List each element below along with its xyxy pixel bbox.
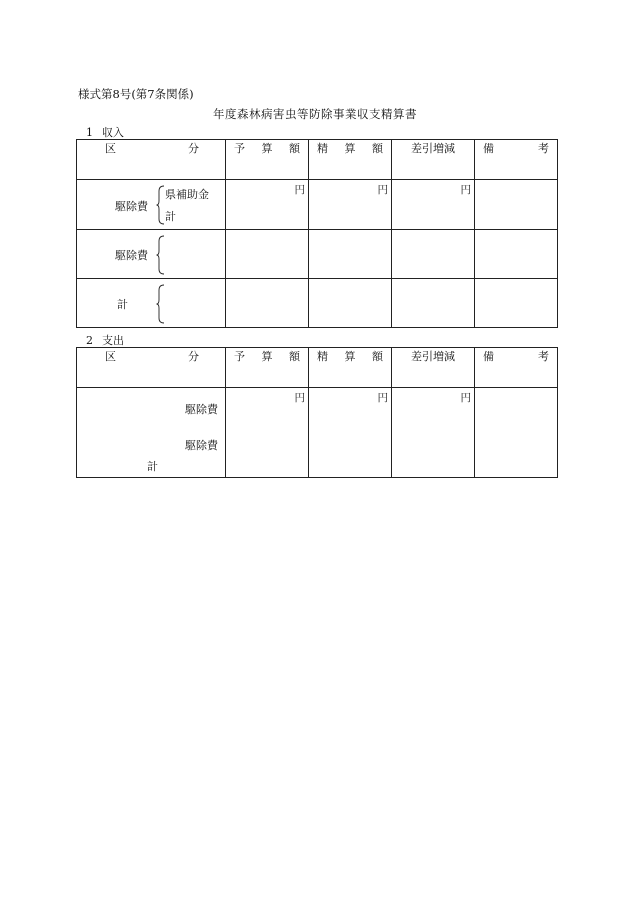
header-budget: 予 算 額 [226,348,309,388]
income-row3-remarks[interactable] [475,279,558,328]
header-difference: 差引増減 [392,348,475,388]
income-row2-budget[interactable] [226,230,309,279]
section-label: 収入 [102,126,124,139]
income-row2-category [77,230,226,279]
expense-table [76,347,558,478]
section-number: 2 [86,334,93,347]
expense-item-1: 駆除費 [185,403,218,416]
section-expense-heading [86,332,124,348]
form-number: 様式第8号(第7条関係) [78,87,194,101]
header-category: 区 分 [77,140,226,180]
income-row2-remarks[interactable] [475,230,558,279]
subtotal-label: 計 [165,210,176,223]
expense-remarks[interactable] [475,388,558,478]
yen-unit: 円 [377,392,388,404]
header-remarks: 備 考 [475,140,558,180]
header-settlement: 精 算 額 [309,348,392,388]
header-category: 区 分 [77,348,226,388]
income-row3-difference[interactable] [392,279,475,328]
expense-total-label: 計 [147,460,158,473]
subsidy-label: 県補助金 [165,188,209,201]
expense-header-row [77,348,558,388]
expense-settlement[interactable] [309,388,392,478]
header-difference: 差引増減 [392,140,475,180]
document-title: 年度森林病害虫等防除事業収支精算書 [213,107,417,121]
expense-budget[interactable] [226,388,309,478]
income-row-total [77,279,558,328]
income-table [76,139,558,328]
yen-unit: 円 [294,184,305,196]
header-remarks: 備 考 [475,348,558,388]
income-row-extermination [77,230,558,279]
yen-unit: 円 [460,392,471,404]
brace-icon [156,235,165,275]
income-row3-budget[interactable] [226,279,309,328]
yen-unit: 円 [377,184,388,196]
brace-icon [156,185,165,225]
section-income-heading [86,124,124,140]
expense-category [77,388,226,478]
income-row1-remarks[interactable] [475,180,558,230]
row-label: 駆除費 [115,249,148,262]
yen-unit: 円 [460,184,471,196]
expense-body-row [77,388,558,478]
section-number: 1 [86,126,93,139]
income-row3-category [77,279,226,328]
expense-item-2: 駆除費 [185,439,218,452]
income-row2-difference[interactable] [392,230,475,279]
income-row1-settlement[interactable] [309,180,392,230]
income-row3-settlement[interactable] [309,279,392,328]
income-header-row [77,140,558,180]
income-row-subsidy [77,180,558,230]
income-row1-category [77,180,226,230]
expense-difference[interactable] [392,388,475,478]
total-label: 計 [117,298,128,311]
income-row1-difference[interactable] [392,180,475,230]
header-budget: 予 算 額 [226,140,309,180]
income-row2-settlement[interactable] [309,230,392,279]
income-row1-budget[interactable] [226,180,309,230]
row-label: 駆除費 [115,200,148,213]
yen-unit: 円 [294,392,305,404]
section-label: 支出 [102,334,124,347]
brace-icon [156,284,165,324]
header-settlement: 精 算 額 [309,140,392,180]
